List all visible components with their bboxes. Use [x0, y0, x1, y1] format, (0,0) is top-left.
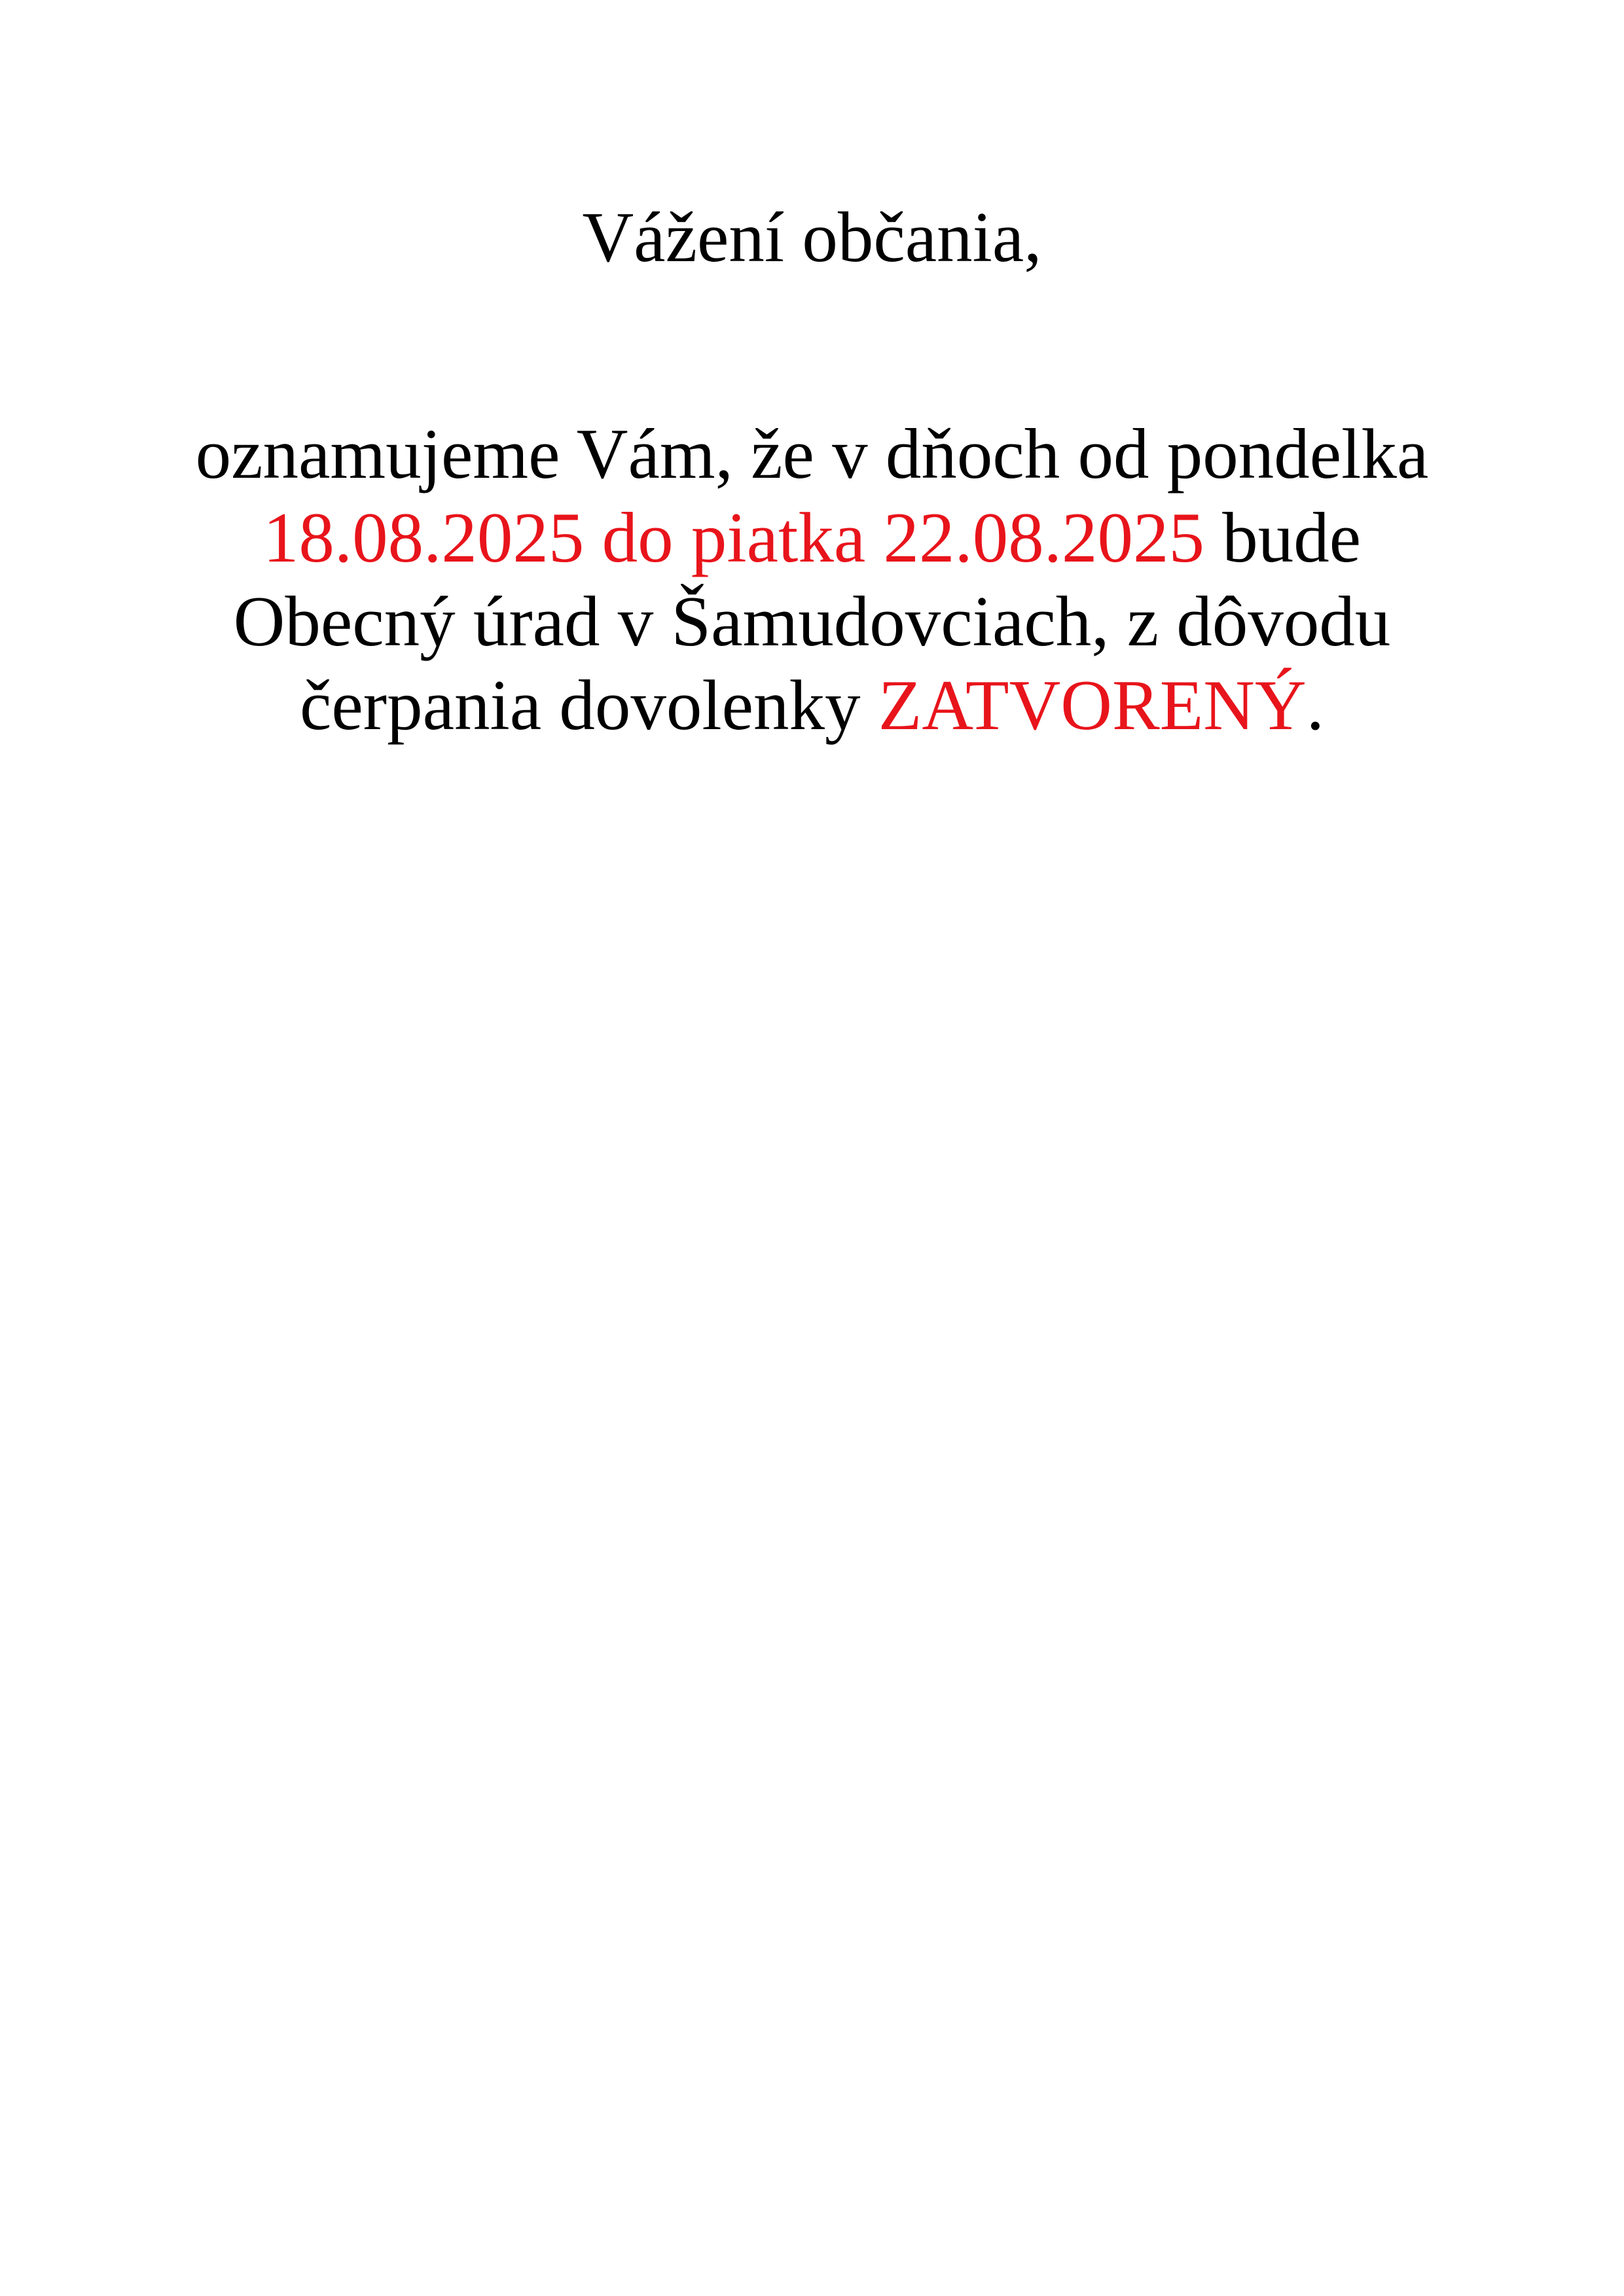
notice-line-1: oznamujeme Vám, že v dňoch od pondelka — [195, 414, 1429, 493]
notice-line-4-end: . — [1306, 666, 1324, 745]
notice-line-2 — [0, 496, 1624, 580]
closed-status: ZATVORENÝ — [878, 666, 1307, 745]
notice-line-4 — [0, 664, 1624, 747]
closure-dates: 18.08.2025 do piatka 22.08.2025 — [262, 498, 1204, 577]
notice-line-3: Obecný úrad v Šamudovciach, z dôvodu — [233, 582, 1391, 661]
notice-line-4-start: čerpania dovolenky — [300, 666, 878, 745]
notice-body — [0, 412, 1624, 747]
notice-line-2-rest: bude — [1204, 498, 1362, 577]
greeting-heading: Vážení občania, — [582, 198, 1042, 277]
